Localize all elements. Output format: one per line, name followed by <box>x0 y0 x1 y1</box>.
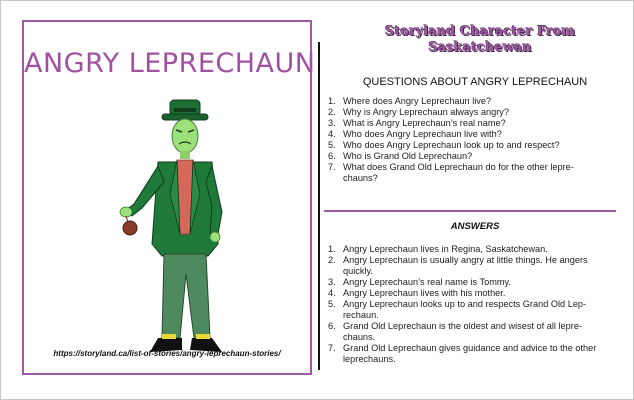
card-url: https://storyland.ca/list-of-stories/angry-leprechaun-stories/ <box>53 349 281 358</box>
questions-list <box>328 96 603 184</box>
list-item: 3. Angry Leprechaun’s real name is Tommy. <box>328 277 512 287</box>
header-line-2: Saskatchewan <box>428 40 532 55</box>
section-divider <box>324 210 616 212</box>
page-header <box>330 24 630 56</box>
list-item: 4. Who does Angry Leprechaun live with? <box>328 129 502 139</box>
answers-list <box>328 244 603 365</box>
list-item: 2. Angry Leprechaun is usually angry at little things. He angers quickly. <box>328 255 588 276</box>
list-item: 5. Angry Leprechaun looks up to and respects Grand Old Lep-rechaun. <box>328 299 587 320</box>
list-item: 5. Who does Angry Leprechaun look up to and respect? <box>328 140 560 150</box>
list-item: 4. Angry Leprechaun lives with his mother. <box>328 288 506 298</box>
list-item: 1. Angry Leprechaun lives in Regina, Saskatchewan. <box>328 244 548 254</box>
leprechaun-illustration-icon <box>114 94 254 364</box>
list-item: 7. What does Grand Old Leprechaun do for the other lepre-chauns? <box>328 162 574 183</box>
character-card <box>22 20 316 375</box>
questions-title: QUESTIONS ABOUT ANGRY LEPRECHAUN <box>362 76 588 88</box>
answers-title: ANSWERS <box>450 221 500 232</box>
list-item: 6. Grand Old Leprechaun is the oldest and wisest of all lepre-chauns. <box>328 321 583 342</box>
list-item: 7. Grand Old Leprechaun gives guidance and advice to the other leprechauns. <box>328 343 597 364</box>
list-item: 6. Who is Grand Old Leprechaun? <box>328 151 473 161</box>
list-item: 2. Why is Angry Leprechaun always angry? <box>328 107 509 117</box>
header-line-1: Storyland Character From <box>384 24 576 39</box>
list-item: 1. Where does Angry Leprechaun live? <box>328 96 492 106</box>
vertical-divider <box>318 42 320 370</box>
card-title: ANGRY LEPRECHAUN <box>24 48 316 79</box>
list-item: 3. What is Angry Leprechaun’s real name? <box>328 118 506 128</box>
